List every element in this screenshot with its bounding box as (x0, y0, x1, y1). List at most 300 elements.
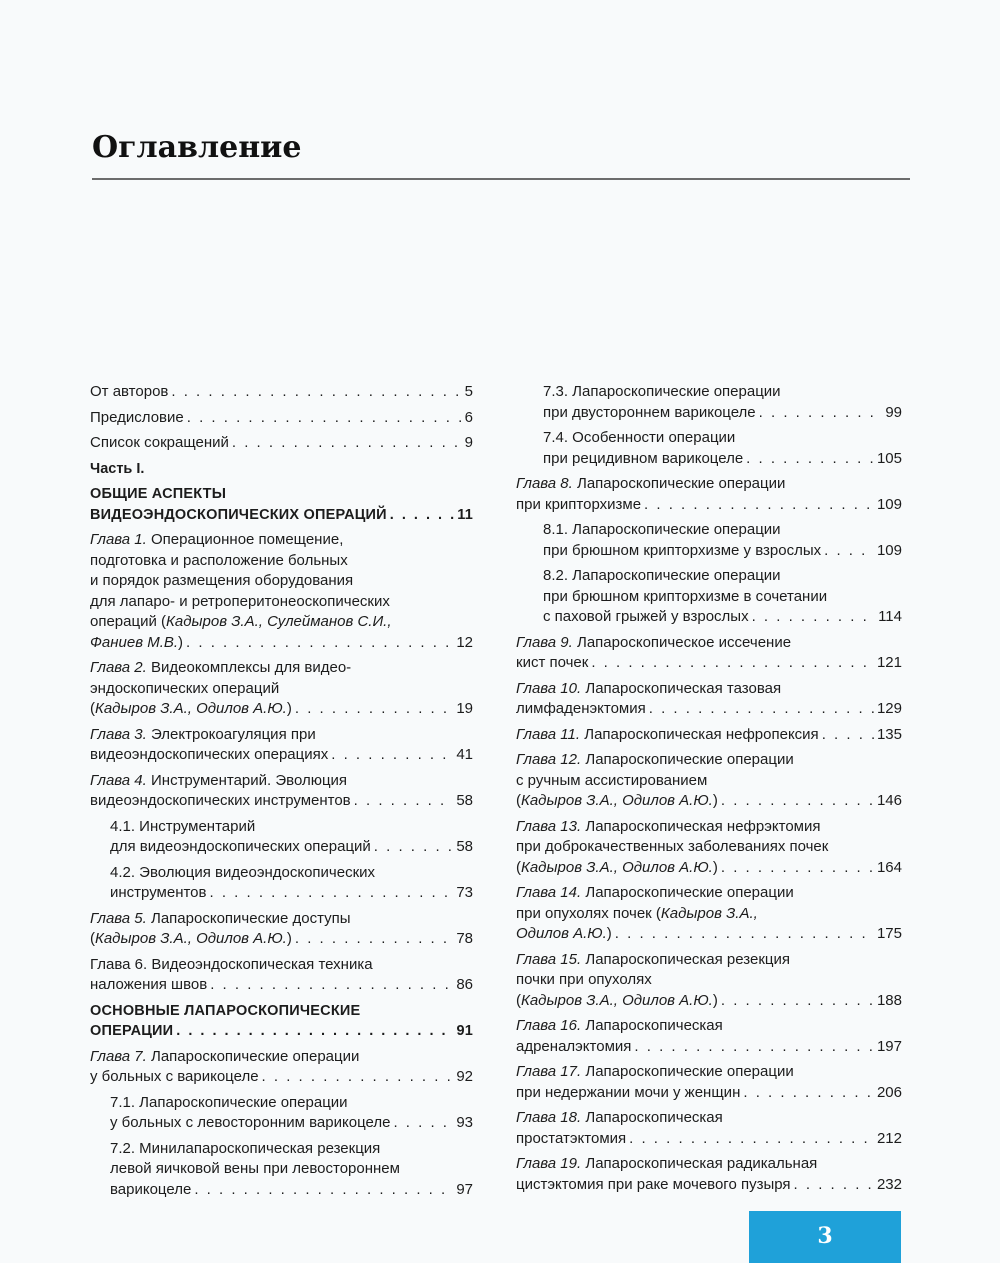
toc-entry-line (90, 658, 473, 679)
entry-text (516, 950, 790, 971)
entry-text (516, 924, 612, 945)
toc-entry[interactable] (90, 459, 473, 480)
page-ref: 188 (876, 991, 902, 1009)
entry-text (110, 1139, 380, 1160)
dot-leader (390, 505, 454, 526)
entry-text (543, 449, 743, 470)
page-ref: 197 (876, 1037, 902, 1055)
dot-leader (295, 929, 453, 950)
toc-entry[interactable] (90, 658, 473, 720)
toc-entry[interactable] (90, 725, 473, 766)
toc-entry-line (110, 1093, 473, 1114)
toc-entry-line (90, 955, 473, 976)
entry-title: Лапароскопические доступы (151, 909, 351, 927)
entry-title: наложения швов (90, 976, 208, 993)
toc-entry-line (516, 771, 902, 792)
toc-entry-line (110, 837, 473, 858)
dot-leader (746, 449, 874, 470)
entry-authors: Кадыров З.А., Одилов А.Ю. (521, 858, 713, 876)
entry-text (90, 679, 279, 700)
toc-entry[interactable] (90, 408, 473, 429)
page-ref: 146 (876, 792, 902, 809)
toc-entry[interactable] (90, 1093, 473, 1134)
toc-entry-line (90, 929, 473, 950)
entry-title: при доброкачественных заболеваниях почек (516, 838, 829, 855)
entry-text (90, 1067, 259, 1088)
chapter-label: Глава 12. (516, 751, 582, 768)
toc-entry-line (543, 587, 902, 608)
toc-entry[interactable] (90, 1139, 473, 1201)
entry-authors: Кадыров З.А., Одилов А.Ю. (521, 991, 713, 1009)
entry-text (90, 612, 392, 633)
entry-title: варикоцеле (110, 1180, 192, 1198)
chapter-label: Глава 1. (90, 531, 147, 548)
entry-text (90, 592, 390, 613)
entry-title: ОСНОВНЫЕ ЛАПАРОСКОПИЧЕСКИЕ (90, 1002, 361, 1019)
entry-text (516, 970, 652, 991)
page-ref: 105 (876, 449, 902, 467)
toc-entry[interactable] (516, 474, 902, 515)
entry-text (110, 837, 371, 858)
entry-title: 7.2. Минилапароскопическая резекция (110, 1139, 381, 1157)
toc-entry[interactable] (516, 520, 902, 561)
entry-text (516, 1016, 723, 1037)
toc-entry-line (90, 1021, 473, 1042)
dot-leader (194, 1180, 453, 1201)
chapter-label: Глава 4. (90, 771, 147, 789)
toc-entry-line (516, 817, 902, 838)
toc-entry[interactable] (516, 1108, 902, 1149)
toc-entry-line (516, 1083, 902, 1104)
dot-leader (210, 975, 453, 996)
dot-leader (176, 1021, 453, 1042)
page-ref: 9 (464, 434, 473, 451)
entry-title: ( (90, 930, 95, 947)
page-ref: 206 (876, 1083, 902, 1101)
toc-entry-line (516, 837, 902, 858)
title-rule (92, 178, 910, 180)
entry-title: левой яичковой вены при левостороннем (110, 1160, 400, 1177)
entry-text (90, 658, 351, 679)
toc-entry[interactable] (516, 1062, 902, 1103)
entry-text (110, 1159, 400, 1180)
entry-title: почки при опухолях (516, 971, 652, 988)
toc-entry-line (516, 633, 902, 654)
toc-entry[interactable] (90, 863, 473, 904)
entry-title: эндоскопических операций (90, 679, 280, 697)
toc-entry[interactable] (516, 679, 902, 720)
toc-entry[interactable] (516, 633, 902, 674)
entry-authors: Одилов А.Ю. (516, 925, 607, 942)
dot-leader (591, 653, 874, 674)
entry-text (543, 403, 756, 424)
chapter-label: Глава 2. (90, 659, 147, 676)
page-ref: 135 (876, 725, 902, 743)
toc-entry-line (516, 1037, 902, 1058)
entry-text (110, 883, 207, 904)
page-ref: 73 (456, 884, 473, 901)
toc-entry-line (516, 653, 902, 674)
entry-title: с ручным ассистированием (516, 771, 708, 789)
toc-entry-line (90, 484, 473, 505)
entry-title: Лапароскопические операции (151, 1047, 360, 1065)
entry-title: Лапароскопическая резекция (585, 950, 790, 968)
entry-text (516, 904, 758, 925)
entry-text (90, 1001, 360, 1022)
toc-entry[interactable] (90, 955, 473, 996)
page-ref: 99 (885, 403, 902, 421)
entry-text (90, 633, 183, 654)
entry-title: ( (516, 792, 521, 809)
toc-entry-line (90, 679, 473, 700)
entry-title: Часть I. (90, 460, 145, 477)
entry-text (516, 837, 828, 858)
entry-text (516, 1154, 817, 1175)
toc-entry[interactable] (516, 1016, 902, 1057)
chapter-label: Глава 8. (516, 475, 573, 492)
page-ref: 58 (456, 792, 473, 809)
dot-leader (393, 1113, 453, 1134)
page-ref: 11 (457, 506, 473, 523)
entry-text (90, 791, 351, 812)
entry-text (90, 955, 373, 976)
entry-title: ( (516, 858, 521, 876)
page-ref: 6 (464, 408, 473, 426)
toc-right-column (516, 382, 902, 1200)
entry-title: у больных с левосторонним варикоцеле (110, 1114, 391, 1131)
entry-title: ( (90, 700, 95, 717)
entry-text (516, 495, 641, 516)
entry-text (516, 1037, 631, 1058)
entry-text (516, 883, 794, 904)
dot-leader (210, 883, 454, 904)
toc-entry[interactable] (90, 909, 473, 950)
toc-entry-line (90, 433, 473, 454)
entry-title: операций ( (90, 613, 167, 630)
toc-entry[interactable] (516, 817, 902, 879)
entry-title: инструментов (110, 884, 207, 901)
entry-title: видеоэндоскопических инструментов (90, 792, 351, 809)
entry-title: Операционное помещение, (151, 531, 344, 548)
entry-title: 4.1. Инструментарий (110, 817, 256, 835)
entry-title: Инструментарий. Эволюция (151, 771, 348, 789)
dot-leader (331, 745, 453, 766)
toc-entry-line (516, 495, 902, 516)
entry-title: Лапароскопическая (585, 1109, 723, 1126)
dot-leader (262, 1067, 454, 1088)
entry-title: Список сокращений (90, 434, 229, 451)
dot-leader (822, 725, 874, 746)
page-ref: 232 (876, 1175, 902, 1193)
toc-entry[interactable] (90, 484, 473, 525)
page-ref: 129 (876, 700, 902, 717)
toc-entry-line (516, 1062, 902, 1083)
toc-entry-line (516, 970, 902, 991)
entry-text (516, 699, 646, 720)
entry-title: простатэктомия (516, 1129, 627, 1147)
entry-authors: Кадыров З.А., Одилов А.Ю. (95, 930, 287, 947)
chapter-label: Глава 10. (516, 679, 582, 697)
toc-entry[interactable] (90, 817, 473, 858)
entry-title: Лапароскопические операции (585, 1063, 794, 1080)
chapter-label: Глава 18. (516, 1109, 582, 1126)
chapter-label: Глава 3. (90, 725, 147, 743)
entry-title: 8.2. Лапароскопические операции (543, 567, 781, 584)
entry-text (516, 725, 819, 746)
dot-leader (374, 837, 454, 858)
entry-title: Лапароскопические операции (577, 475, 786, 492)
entry-text (90, 408, 184, 429)
dot-leader (186, 633, 453, 654)
entry-text (110, 817, 255, 838)
entry-text (516, 1083, 740, 1104)
entry-text (516, 1062, 794, 1083)
toc-entry-line (110, 1113, 473, 1134)
dot-leader (232, 433, 462, 454)
chapter-label: Глава 9. (516, 633, 573, 651)
toc-entry-line (110, 1139, 473, 1160)
entry-title: с паховой грыжей у взрослых (543, 608, 749, 625)
entry-text (543, 520, 781, 541)
toc-entry-line (90, 459, 473, 480)
entry-text (516, 653, 588, 674)
entry-title: Лапароскопическое иссечение (577, 633, 792, 651)
toc-entry-line (90, 1067, 473, 1088)
entry-text (543, 382, 781, 403)
toc-entry-line (90, 1001, 473, 1022)
toc-entry-line (516, 991, 902, 1012)
entry-text (516, 771, 707, 792)
page-ref: 78 (456, 930, 473, 947)
entry-title: 8.1. Лапароскопические операции (543, 521, 781, 538)
chapter-label: Глава 14. (516, 884, 582, 901)
entry-text (543, 541, 821, 562)
toc-entry-line (516, 883, 902, 904)
entry-text (90, 1047, 359, 1068)
dot-leader (721, 991, 874, 1012)
chapter-label: Глава 17. (516, 1063, 582, 1080)
toc-entry-line (90, 382, 473, 403)
dot-leader (752, 607, 876, 628)
page-title: Оглавление (92, 130, 302, 165)
toc-entry-line (90, 745, 473, 766)
toc-entry-line (90, 612, 473, 633)
toc-entry-line (90, 592, 473, 613)
entry-title: 7.3. Лапароскопические операции (543, 383, 781, 400)
entry-title-end: ) (606, 925, 612, 942)
toc-entry-line (543, 382, 902, 403)
toc-entry-line (90, 408, 473, 429)
page-ref: 19 (456, 700, 473, 717)
entry-text (543, 428, 735, 449)
dot-leader (634, 1037, 874, 1058)
entry-title: ОПЕРАЦИИ (90, 1023, 174, 1039)
dot-leader (644, 495, 874, 516)
entry-text (90, 571, 353, 592)
toc-entry-line (516, 679, 902, 700)
toc-entry[interactable] (90, 1047, 473, 1088)
entry-title: Лапароскопическая (585, 1017, 723, 1034)
entry-title: От авторов (90, 383, 169, 400)
entry-text (516, 1175, 791, 1196)
toc-entry[interactable] (516, 566, 902, 628)
entry-title: Глава 6. Видеоэндоскопическая техника (90, 955, 373, 973)
dot-leader (649, 699, 874, 720)
entry-title: Лапароскопическая тазовая (585, 679, 782, 697)
entry-title: и порядок размещения оборудования (90, 572, 354, 589)
entry-text (110, 1180, 191, 1201)
dot-leader (743, 1083, 874, 1104)
toc-entry-line (543, 403, 902, 424)
entry-authors: Кадыров З.А., Одилов А.Ю. (95, 700, 287, 717)
entry-text (543, 607, 749, 628)
entry-text (90, 725, 316, 746)
entry-title: при брюшном крипторхизме в сочетании (543, 587, 828, 605)
toc-entry[interactable] (90, 1001, 473, 1042)
entry-text (90, 699, 292, 720)
entry-title: при опухолях почек ( (516, 904, 661, 922)
entry-title: Предисловие (90, 408, 184, 426)
entry-title: Электрокоагуляция при (151, 725, 316, 743)
entry-text (516, 858, 718, 879)
entry-text (90, 909, 351, 930)
toc-entry-line (516, 950, 902, 971)
entry-text (516, 1129, 626, 1150)
toc-entry-line (516, 858, 902, 879)
toc-entry-line (90, 975, 473, 996)
entry-text (516, 791, 718, 812)
toc-entry[interactable] (516, 950, 902, 1012)
toc-entry-line (543, 541, 902, 562)
entry-authors: Кадыров З.А., (660, 904, 758, 922)
toc-entry[interactable] (516, 1154, 902, 1195)
chapter-label: Глава 16. (516, 1017, 582, 1034)
entry-text (90, 459, 144, 480)
dot-leader (721, 858, 874, 879)
entry-text (516, 817, 821, 838)
entry-text (516, 991, 718, 1012)
entry-title: Лапароскопическая нефропексия (584, 725, 819, 743)
entry-text (516, 750, 794, 771)
toc-entry[interactable] (90, 382, 473, 403)
toc-entry[interactable] (516, 883, 902, 945)
toc-entry-line (543, 607, 902, 628)
entry-title-end: ) (286, 930, 292, 947)
page-ref: 97 (456, 1180, 473, 1198)
page-ref: 114 (878, 608, 902, 625)
chapter-label: Глава 5. (90, 909, 147, 927)
dot-leader (629, 1129, 874, 1150)
entry-title-end: ) (712, 792, 718, 809)
entry-title: при двустороннем варикоцеле (543, 403, 756, 421)
dot-leader (187, 408, 462, 429)
toc-entry[interactable] (516, 750, 902, 812)
toc-entry-line (90, 1047, 473, 1068)
chapter-label: Глава 15. (516, 950, 582, 968)
toc-entry-line (90, 771, 473, 792)
entry-text (90, 929, 292, 950)
dot-leader (824, 541, 874, 562)
entry-title: 7.4. Особенности операции (543, 429, 736, 446)
entry-title-end: ) (286, 700, 292, 717)
page-ref: 93 (456, 1114, 473, 1131)
entry-title: ВИДЕОЭНДОСКОПИЧЕСКИХ ОПЕРАЦИЙ (90, 506, 387, 523)
page-ref: 121 (876, 654, 902, 671)
entry-title: Лапароскопическая нефрэктомия (585, 817, 821, 835)
entry-title: ( (516, 991, 521, 1009)
entry-text (110, 1113, 390, 1134)
toc-entry-line (90, 725, 473, 746)
entry-title: Лапароскопические операции (585, 884, 794, 901)
toc-entry-line (110, 883, 473, 904)
entry-authors: Кадыров З.А., Одилов А.Ю. (521, 792, 713, 809)
entry-text (90, 484, 226, 505)
entry-title: кист почек (516, 654, 589, 671)
toc-entry-line (90, 505, 473, 526)
entry-text (90, 1021, 173, 1042)
page-ref: 58 (456, 838, 473, 855)
entry-title: 7.1. Лапароскопические операции (110, 1093, 348, 1111)
dot-leader (759, 403, 883, 424)
toc-entry-line (516, 750, 902, 771)
dot-leader (721, 791, 874, 812)
dot-leader (354, 791, 454, 812)
entry-text (110, 863, 375, 884)
page-ref: 175 (876, 925, 902, 942)
toc-entry-line (90, 699, 473, 720)
toc-entry[interactable] (516, 725, 902, 746)
page-ref: 5 (464, 383, 473, 400)
page-ref: 41 (456, 746, 473, 763)
toc-entry-line (543, 566, 902, 587)
page-ref: 91 (456, 1023, 473, 1039)
entry-text (90, 551, 348, 572)
toc-entry-line (516, 904, 902, 925)
toc-entry[interactable] (90, 433, 473, 454)
entry-title: для видеоэндоскопических операций (110, 838, 371, 855)
entry-text (90, 505, 387, 526)
entry-authors: Кадыров З.А., Сулейманов С.И., (166, 613, 392, 630)
page-ref: 12 (456, 633, 473, 651)
toc-entry[interactable] (90, 530, 473, 653)
toc-entry-line (90, 909, 473, 930)
entry-text (543, 566, 781, 587)
page-ref: 109 (876, 541, 902, 559)
toc-entry-line (516, 1129, 902, 1150)
toc-entry-line (516, 474, 902, 495)
toc-entry-line (516, 1175, 902, 1196)
dot-leader (295, 699, 453, 720)
toc-left-column (90, 382, 473, 1205)
toc-entry[interactable] (516, 382, 902, 423)
entry-title: подготовка и расположение больных (90, 551, 348, 569)
entry-title: при крипторхизме (516, 495, 642, 513)
entry-text (516, 474, 785, 495)
entry-authors: Фаниев М.В. (90, 633, 179, 651)
toc-entry-line (90, 530, 473, 551)
toc-entry-line (110, 1180, 473, 1201)
toc-entry-line (90, 551, 473, 572)
toc-entry-line (516, 1108, 902, 1129)
entry-title-end: ) (712, 991, 718, 1009)
chapter-label: Глава 7. (90, 1047, 147, 1065)
page-ref: 109 (876, 495, 902, 513)
entry-text (90, 745, 328, 766)
toc-entry[interactable] (516, 428, 902, 469)
toc-entry[interactable] (90, 771, 473, 812)
dot-leader (171, 382, 461, 403)
page-number: 3 (817, 1223, 833, 1249)
